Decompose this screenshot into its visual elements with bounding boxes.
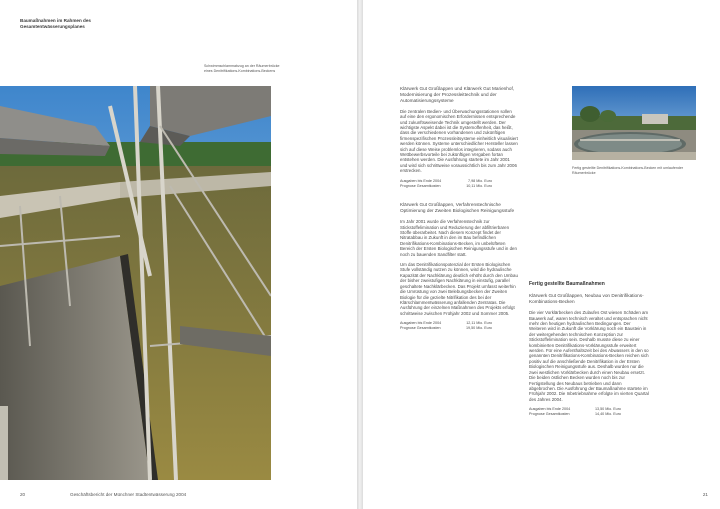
cost-table-automation xyxy=(400,179,518,189)
project-heading-denitrification: Klärwerk Gut Großlappen, Neubau von Denitrifikations-Kombinations-Becken xyxy=(529,293,644,305)
cost-label: Prognose Gesamtkosten xyxy=(400,326,441,331)
cost-table-biology xyxy=(400,321,518,331)
cost-value: 12,11 Mio. Euro xyxy=(466,321,492,326)
basin-bridge-illustration xyxy=(0,86,271,480)
photo-circular-basins xyxy=(572,86,696,160)
cost-value: 7,98 Mio. Euro xyxy=(468,178,492,183)
cost-row xyxy=(529,412,621,417)
circular-basin-illustration xyxy=(572,86,696,160)
photo-sedimentation-basin-bridge xyxy=(0,86,271,480)
project-heading-biology: Klärwerk Gut Großlappen, Verfahrenstechnische Optimierung der Zweiten Biologischen Reinigungsstufe xyxy=(400,202,515,214)
photo-caption-right: Fertig gestellte Denitrifikations-Kombinations-Becken mit umlaufender Räumerbrücke xyxy=(572,166,684,175)
cost-table-denitrification xyxy=(529,407,649,417)
photo-caption-left: Schwimmschlammabzug an der Räumerbrücke eines Denitrifikations-Kombinations-Beckens xyxy=(204,64,280,73)
left-page xyxy=(0,0,357,509)
cost-value: 14,40 Mio. Euro xyxy=(594,412,621,417)
page-number-left: 20 xyxy=(20,492,26,497)
cost-value: 10,11 Mio. Euro xyxy=(466,183,492,188)
cost-label: Prognose Gesamtkosten xyxy=(529,412,570,417)
cost-label: Ausgaben bis Ende 2004 xyxy=(400,321,442,326)
column-projects xyxy=(400,86,518,345)
right-page xyxy=(363,0,720,509)
cost-label: Ausgaben bis Ende 2004 xyxy=(529,407,571,412)
cost-value: 19,50 Mio. Euro xyxy=(465,326,492,331)
section-heading: Baumaßnahmen im Rahmen des Gesamtentwässerungsplanes xyxy=(20,18,91,29)
cost-row xyxy=(400,326,492,331)
project-heading-automation: Klärwerk Gut Großlappen und Klärwerk Gut Marienhof, Modernisierung der Prozessleittechnik und der Automatisierungssysteme xyxy=(400,86,515,103)
project-body-denitrification: Die vier Vorklärbecken des Zulaufes Ost wiesen Schäden am Bauwerk auf, waren technisch veraltet und entsprachen nicht mehr den heutigen hydraulischen Bedingungen. Der Weiteren wird in Zukunft die Vorklärung noch ein Baustein in der weitergehenden technischen Konzeption zur Stickstoffelimination sein. Deshalb musste diese zu einer kombinierten Denitrifikations-Vorklärungsstufe erweitert werden. Für eine Aufenthaltszeit bei des Abwassers in den so genannten Denitrifikations-Kombinations-Becken reichen sich positiv auf die anschließende Denitrifikation in der Ersten Biologischen Reinigungsstufe aus. Deshalb wurden nur die zwei westlichen Vorklärbecken durch einen Neubau ersetzt. Die beiden östlichen Becken wurden noch bis zur Fertigstellung des Neubaus betrieben und dann abgebrochen. Die Ausführung der Baumaßnahme startete im Frühjahr 2002. Die Inbetriebnahme erfolgte im vierten Quartal des Jahres 2004. xyxy=(529,310,649,402)
completed-section-heading: Fertig gestellte Baumaßnahmen xyxy=(529,281,605,287)
page-number-right: 21 xyxy=(702,492,708,497)
cost-row xyxy=(400,184,492,189)
cost-label: Prognose Gesamtkosten xyxy=(400,183,441,188)
cost-label: Ausgaben bis Ende 2004 xyxy=(400,178,442,183)
column-completed xyxy=(529,282,649,431)
cost-value: 13,50 Mio. Euro xyxy=(594,407,621,412)
project-body-automation: Die zentralen Bedien- und Überwachungsstationen sollen auf eine den ergonomischen Erfordernissen entsprechende und zukunftsweisende Technik umgestellt werden. Der wichtigste Aspekt dabei ist die Systemoffenheit, das heißt, dass die verschiedenen vorhandenen und zukünftigen firmenspezifischen Prozessleitsysteme einheitlich visualisiert werden können. Systeme unterschiedlicher Hersteller lassen sich auf diese Weise problemlos integrieren, sodass auch Wettbewerbsvorteile bei zukünftigen Vergaben fortan entstehen werden. Die Ausführung startete im Jahr 2001 und wird sich schrittweise voraussichtlich bis zum Jahr 2006 erstrecken. xyxy=(400,108,518,174)
project-body-biology-2: Um das Denitrifikationspotenzial der Ersten Biologischen Stufe vollständig nutzen zu können, wird die hydraulische Kapazität der Nachklärung deutlich erhöht durch den Umbau der bisher zweistufigen Nachklärung in einstufig, parallel geschaltete Nachklärbecken. Das Projekt umfasst weiterhin die Umrüstung von zwei Belebungsbecken der Zweiten Biologie für die gezielte Nitrifikation des bei der Klärschlammentwässerung anfallenden Zentratas. Die Ausführung der einzelnen Maßnahmen des Projekts erfolgt schrittweise zwischen Frühjahr 2002 und Sommer 2005. xyxy=(400,262,518,316)
project-body-biology-1: Im Jahr 2001 wurde die Verfahrenstechnik zur Stickstoffelimination und Reduzierung der abfiltrierbaren Stoffe überarbeitet. Nach diesem Konzept findet der Nitratabbau in Zukunft in den im Bau befindlichen Denitrifikations-Kombinations-Becken, im unbelüfteten Bereich der Ersten Biologischen Reinigungsstufe und in den noch zu bauenden Sandfilter statt. xyxy=(400,219,517,257)
footer-title: Geschäftsbericht der Münchner Stadtentwässerung 2004 xyxy=(70,492,187,497)
